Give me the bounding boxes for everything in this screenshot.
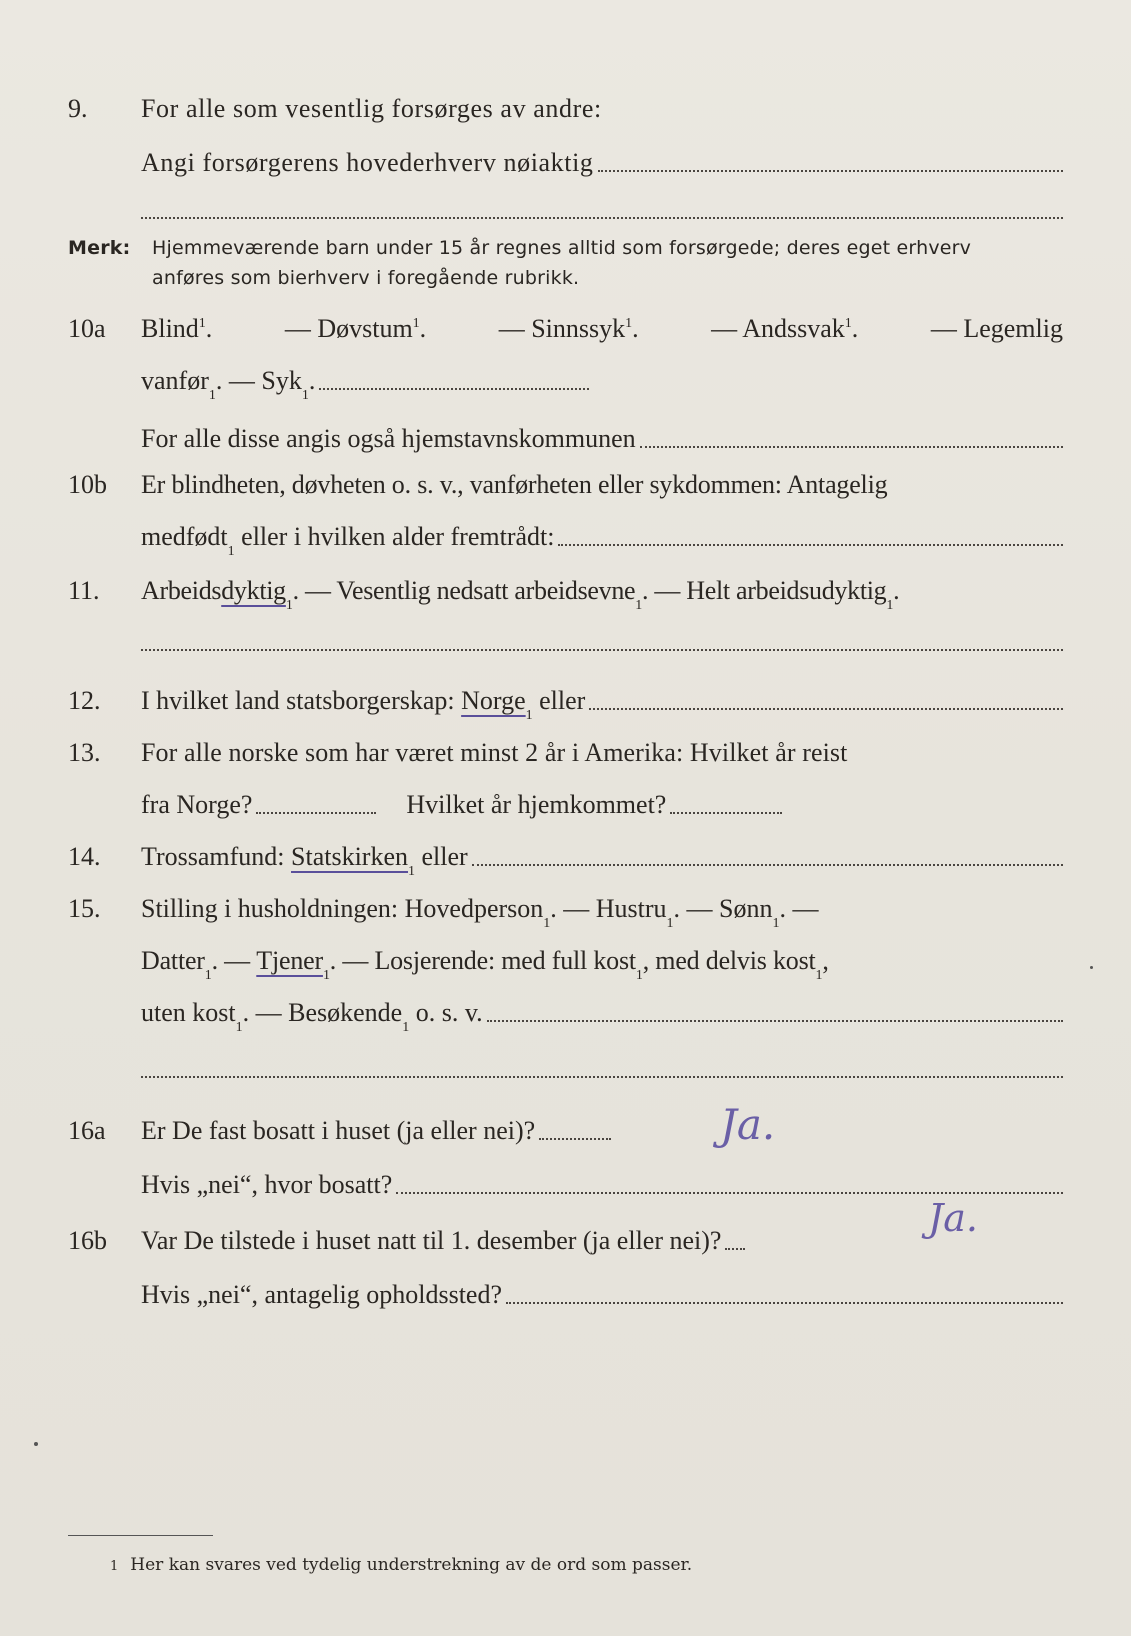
footnote-mark: 1 bbox=[110, 1559, 119, 1574]
q10b-line2: medfødt 1 eller i hvilken alder fremtrådt: bbox=[0, 508, 1131, 552]
q15-line2: Datter 1 . — Tjener 1 . — Losjerende: med full kost 1 , med delvis kost 1 , bbox=[141, 946, 829, 983]
q9-line1 bbox=[0, 80, 1131, 124]
q15-number: 15. bbox=[68, 894, 101, 923]
option-blind[interactable]: Blind bbox=[141, 314, 199, 343]
q13-line1 bbox=[0, 724, 1131, 768]
option-delvis-kost[interactable]: , med delvis kost bbox=[642, 946, 816, 975]
q10b-age-label: eller i hvilken alder fremtrådt: bbox=[234, 522, 555, 551]
q14-number: 14. bbox=[68, 842, 101, 871]
q16b-location-label: Hvis „nei“, antagelig opholdssted? bbox=[141, 1280, 503, 1309]
q11-extra-line[interactable] bbox=[141, 649, 1063, 651]
q10a-number: 10a bbox=[68, 314, 106, 343]
option-uten-kost[interactable]: uten kost bbox=[141, 998, 236, 1027]
q16a-answer-field[interactable] bbox=[539, 1136, 611, 1140]
q10b-number: 10b bbox=[68, 470, 107, 499]
q10a-home-municipality-label: For alle disse angis også hjemstavnskommunen bbox=[141, 424, 636, 453]
q16a-where-label: Hvis „nei“, hvor bosatt? bbox=[141, 1170, 393, 1199]
q10a-syk-field[interactable] bbox=[319, 386, 589, 390]
q9-provider-field[interactable] bbox=[598, 168, 1063, 172]
paper-speck bbox=[1090, 966, 1093, 969]
q14-line1: 14. Trossamfund: Statskirken 1 eller bbox=[0, 828, 1131, 872]
q16b-answer-field[interactable] bbox=[725, 1246, 745, 1250]
q10a-home-municipality-field[interactable] bbox=[640, 444, 1063, 448]
q16a-number: 16a bbox=[68, 1116, 106, 1145]
footnote-rule bbox=[68, 1535, 213, 1536]
q15-line3: uten kost 1 . — Besøkende 1 o. s. v. bbox=[0, 984, 1131, 1028]
option-sinnssyk[interactable]: — Sinnssyk bbox=[498, 314, 626, 343]
option-norge[interactable]: Norge bbox=[461, 686, 526, 715]
q15-extra-line[interactable] bbox=[141, 1076, 1063, 1078]
option-tjener[interactable]: Tjener bbox=[256, 946, 323, 975]
merk-text-1: Hjemmeværende barn under 15 år regnes alltid som forsørgede; deres eget erhverv bbox=[152, 237, 972, 259]
q14-label: Trossamfund: bbox=[141, 842, 292, 871]
q11-line1: 11. Arbeidsdyktig 1 . — Vesentlig nedsatt arbeidsevne 1 . — Helt arbeidsudyktig 1 . bbox=[68, 576, 900, 613]
q16b-number: 16b bbox=[68, 1226, 107, 1255]
q9-number: 9. bbox=[68, 94, 88, 123]
option-sonn[interactable]: . — Sønn bbox=[673, 894, 773, 923]
q10b-text: Er blindheten, døvheten o. s. v., vanførheten eller sykdommen: Antagelig bbox=[141, 470, 888, 499]
q13-line2 bbox=[0, 776, 1131, 820]
q15-line1: 15. Stilling i husholdningen: Hovedperson 1 . — Hustru 1 . — Sønn 1 . — bbox=[68, 894, 819, 931]
q13-number: 13. bbox=[68, 738, 101, 767]
q9-extra-line[interactable] bbox=[141, 217, 1063, 219]
q16a-line2 bbox=[0, 1156, 1131, 1200]
q16b-handwritten-answer: Ja. bbox=[928, 1196, 978, 1240]
q12-number: 12. bbox=[68, 686, 101, 715]
q16a-handwritten-answer: Ja. bbox=[720, 1100, 776, 1149]
option-vanfor[interactable]: vanfør bbox=[141, 366, 209, 395]
option-hovedperson[interactable]: Stilling i husholdningen: Hovedperson bbox=[141, 894, 544, 923]
q16b-location-field[interactable] bbox=[506, 1300, 1063, 1304]
q13-text: For alle norske som har været minst 2 år i Amerika: Hvilket år reist bbox=[141, 738, 848, 767]
q16a-where-field[interactable] bbox=[396, 1190, 1063, 1194]
merk-label: Merk: bbox=[68, 237, 131, 259]
option-nedsatt-arbeidsevne[interactable]: . — Vesentlig nedsatt arbeidsevne bbox=[292, 576, 636, 605]
option-andssvak[interactable]: — Andssvak bbox=[711, 314, 845, 343]
q9-line2 bbox=[0, 134, 1131, 178]
q10a-line2: vanfør 1 . — Syk 1 . bbox=[0, 352, 1131, 396]
q15-other-field[interactable] bbox=[487, 1018, 1063, 1022]
option-statskirken[interactable]: Statskirken bbox=[291, 842, 409, 871]
q11-number: 11. bbox=[68, 576, 100, 605]
q9-text: For alle som vesentlig forsørges av andre: bbox=[141, 94, 602, 123]
q9-provider-label: Angi forsørgerens hovederhverv nøiaktig bbox=[141, 148, 594, 177]
q16b-question: Var De tilstede i huset natt til 1. desember (ja eller nei)? bbox=[141, 1226, 722, 1255]
q10b-line1 bbox=[0, 456, 1131, 500]
option-besokende[interactable]: . — Besøkende bbox=[242, 998, 403, 1027]
q10a-line1: 10a Blind$^1$. — Døvstum$^1$. — Sinnssyk$^1$. — Andssvak$^1$. — Legemlig bbox=[68, 314, 1063, 343]
option-dovstum[interactable]: — Døvstum bbox=[284, 314, 413, 343]
q10b-age-field[interactable] bbox=[558, 542, 1063, 546]
footnote bbox=[110, 1555, 692, 1575]
option-arbeidsdyktig[interactable]: Arbeidsdyktig bbox=[141, 576, 286, 605]
q14-other-faith-field[interactable] bbox=[472, 862, 1063, 866]
q13-departure-year-field[interactable] bbox=[256, 810, 376, 814]
option-hustru[interactable]: . — Hustru bbox=[550, 894, 667, 923]
q12-label: I hvilket land statsborgerskap: bbox=[141, 686, 462, 715]
q16b-line2 bbox=[0, 1266, 1131, 1310]
q16a-question: Er De fast bosatt i huset (ja eller nei)? bbox=[141, 1116, 536, 1145]
footnote-text: Her kan svares ved tydelig understrekning av de ord som passer. bbox=[130, 1555, 693, 1575]
option-legemlig[interactable]: — Legemlig bbox=[930, 314, 1063, 343]
q13-return-label: Hvilket år hjemkommet? bbox=[406, 790, 667, 819]
q13-return-year-field[interactable] bbox=[670, 810, 782, 814]
option-syk[interactable]: — Syk bbox=[228, 366, 302, 395]
q12-other-country-field[interactable] bbox=[589, 706, 1063, 710]
q12-line1: 12. I hvilket land statsborgerskap: Norge 1 eller bbox=[0, 672, 1131, 716]
option-full-kost[interactable]: . — Losjerende: med full kost bbox=[329, 946, 636, 975]
q10a-line3 bbox=[0, 410, 1131, 454]
q16a-line1 bbox=[0, 1102, 1131, 1146]
option-medfodt[interactable]: medfødt bbox=[141, 522, 228, 551]
option-datter[interactable]: Datter bbox=[141, 946, 205, 975]
paper-speck bbox=[34, 1442, 38, 1446]
option-arbeidsudyktig[interactable]: . — Helt arbeidsudyktig bbox=[641, 576, 887, 605]
q13-departure-label: fra Norge? bbox=[141, 790, 253, 819]
merk-text-2: anføres som bierhverv i foregående rubrikk. bbox=[152, 267, 580, 289]
